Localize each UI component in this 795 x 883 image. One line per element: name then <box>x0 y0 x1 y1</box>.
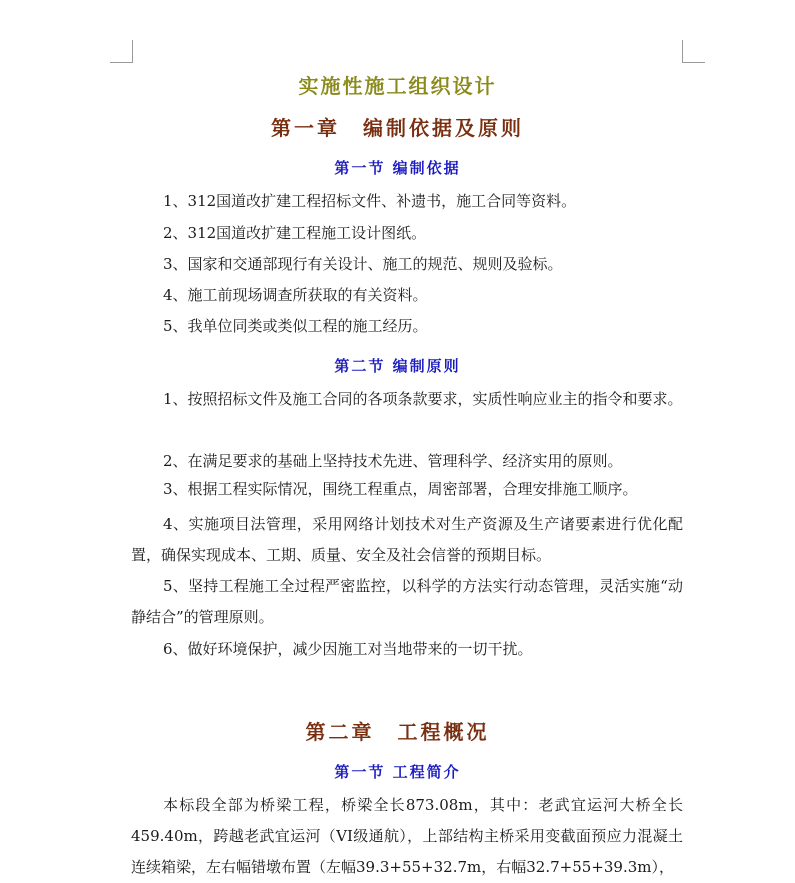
chapter-2-title: 第二章 工程概况 <box>305 720 490 744</box>
section-1-1-title: 第一节 编制依据 <box>334 159 461 177</box>
principle-item-5: 5、坚持工程施工全过程严密监控，以科学的方法实行动态管理，灵活实施“动静结合”的管理原则。 <box>131 577 683 626</box>
basis-item-5: 5、我单位同类或类似工程的施工经历。 <box>163 317 428 335</box>
margin-corner-top-left <box>110 40 133 63</box>
principle-item-4: 4、实施项目法管理，采用网络计划技术对生产资源及生产诸要素进行优化配置，确保实现成本、工期、质量、安全及社会信誉的预期目标。 <box>131 515 683 564</box>
basis-item-3: 3、国家和交通部现行有关设计、施工的规范、规则及验标。 <box>163 255 563 273</box>
basis-item-4: 4、施工前现场调查所获取的有关资料。 <box>163 286 428 304</box>
principle-item-1: 1、按照招标文件及施工合同的各项条款要求，实质性响应业主的指令和要求。 <box>163 390 683 408</box>
document-title: 实施性施工组织设计 <box>298 74 497 98</box>
principle-item-6: 6、做好环境保护，减少因施工对当地带来的一切干扰。 <box>163 640 533 658</box>
chapter-1-title: 第一章 编制依据及原则 <box>271 116 524 140</box>
margin-corner-top-right <box>682 40 705 63</box>
principle-item-2: 2、在满足要求的基础上坚持技术先进、管理科学、经济实用的原则。 <box>163 452 623 470</box>
section-1-2-title: 第二节 编制原则 <box>334 357 461 375</box>
section-2-1-title: 第一节 工程简介 <box>334 763 461 781</box>
project-intro-paragraph: 本标段全部为桥梁工程，桥梁全长873.08m，其中：老武宜运河大桥全长459.40m，跨越老武宜运河（VI级通航），上部结构主桥采用变截面预应力混凝土连续箱梁，左右幅错墩布置（左幅39.3+55+32.7m，右幅32.7+55+39.3m）， <box>131 796 683 876</box>
basis-item-2: 2、312国道改扩建工程施工设计图纸。 <box>163 224 427 242</box>
basis-item-1: 1、312国道改扩建工程招标文件、补遗书，施工合同等资料。 <box>163 192 577 210</box>
principle-item-3: 3、根据工程实际情况，围绕工程重点，周密部署，合理安排施工顺序。 <box>163 480 638 498</box>
